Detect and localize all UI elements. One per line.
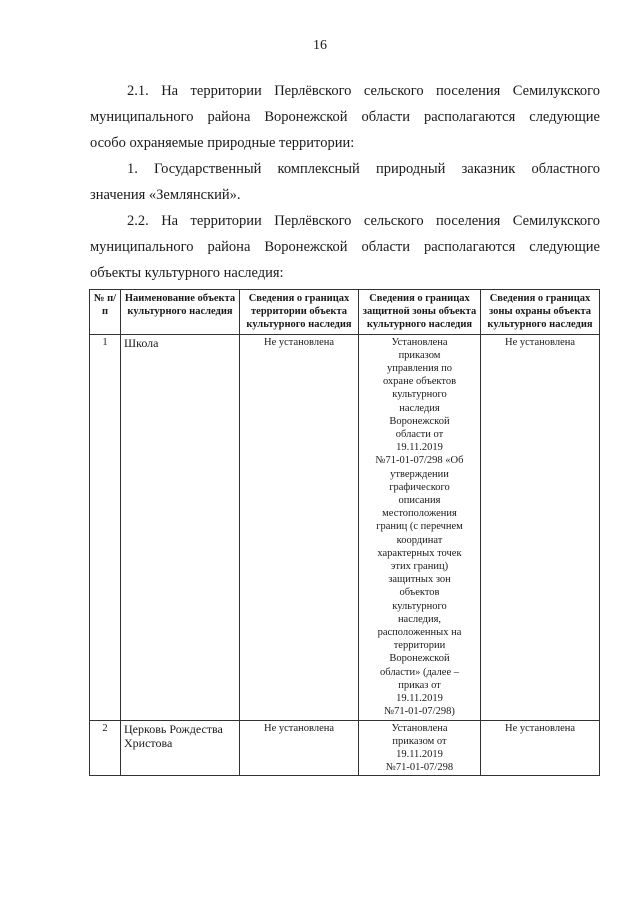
cell-object-name: Церковь Рождества Христова <box>121 720 240 776</box>
cell-number: 1 <box>90 334 121 720</box>
paragraph-nature-reserve <box>90 156 600 208</box>
text-line: значения «Землянский». <box>90 187 241 203</box>
text-line: муниципального района Воронежской области располагаются следующие <box>90 239 600 255</box>
cell-territory-bounds: Не установлена <box>240 334 359 720</box>
header-territory-bounds: Сведения о границах территории объекта культурного наследия <box>240 290 359 335</box>
cell-protective-zone: Установлена приказом от 19.11.2019 №71-01-07/298 <box>359 720 481 776</box>
cell-protection-zone: Не установлена <box>481 334 600 720</box>
cell-protective-zone: Установлена приказом управления по охране объектов культурного наследия Воронежской области от 19.11.2019 №71-01-07/298 «Об утверждении графического описания местоположения границ (с перечнем координат характерных точек этих границ) защитных зон объектов культурного наследия, расположенных на территории Воронежской области» (далее – приказ от 19.11.2019 №71-01-07/298) <box>359 334 481 720</box>
header-protective-zone: Сведения о границах защитной зоны объекта культурного наследия <box>359 290 481 335</box>
text-line: муниципального района Воронежской области располагаются следующие <box>90 109 600 125</box>
paragraph-cultural-heritage <box>90 208 600 286</box>
cell-object-name: Школа <box>121 334 240 720</box>
cell-territory-bounds: Не установлена <box>240 720 359 776</box>
text-line: объекты культурного наследия: <box>90 265 284 281</box>
table-row <box>90 720 600 776</box>
table-row <box>90 334 600 720</box>
cultural-heritage-table <box>89 289 600 776</box>
table-header-row <box>90 290 600 335</box>
text-line: 1. Государственный комплексный природный заказник областного <box>127 161 600 177</box>
cell-protection-zone: Не установлена <box>481 720 600 776</box>
text-line: 2.1. На территории Перлёвского сельского поселения Семилукского <box>127 83 600 99</box>
header-object-name: Наименование объекта культурного наследия <box>121 290 240 335</box>
header-number: № п/п <box>90 290 121 335</box>
text-line: 2.2. На территории Перлёвского сельского поселения Семилукского <box>127 213 600 229</box>
header-protection-zone: Сведения о границах зоны охраны объекта культурного наследия <box>481 290 600 335</box>
paragraph-protected-areas <box>90 78 600 156</box>
cell-number: 2 <box>90 720 121 776</box>
page-number: 16 <box>313 38 327 53</box>
text-line: особо охраняемые природные территории: <box>90 135 355 151</box>
